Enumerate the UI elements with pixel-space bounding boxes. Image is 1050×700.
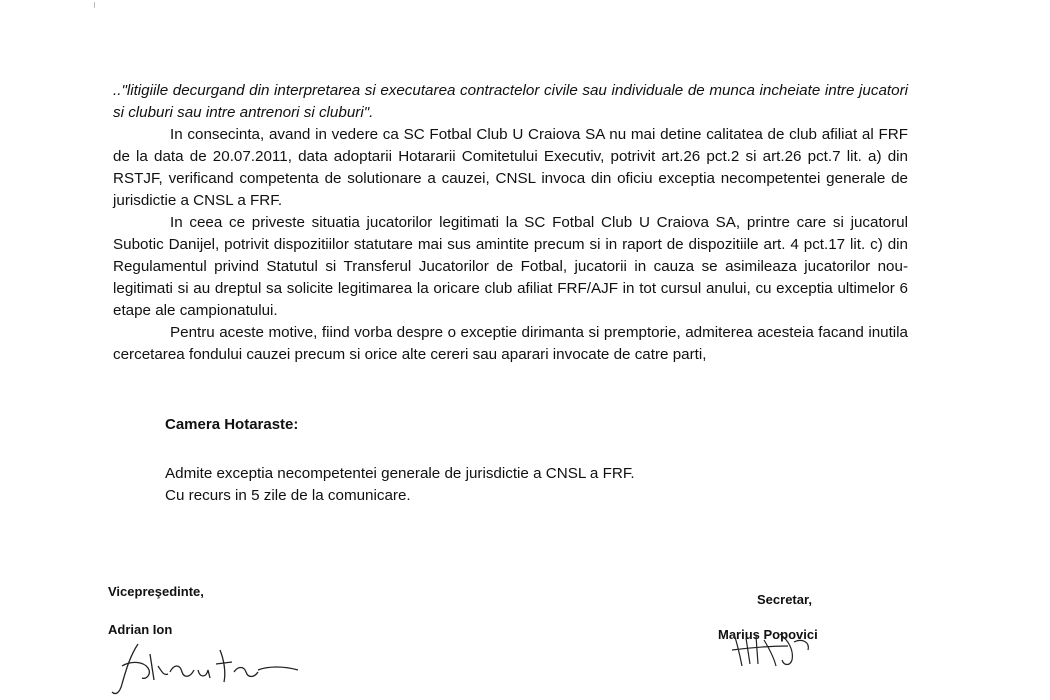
paragraph-jucatori: In ceea ce priveste situatia jucatorilor legitimati la SC Fotbal Club U Craiova SA, printre care si jucatorul Subotic Danijel, potrivit dispozitiilor statutare mai sus amintite precum si in raport de dispozitiile art. 4 pct.17 lit. c) din Regulamentul privind Statutul si Transferul Jucatorilor de Fotbal, jucatorii in cauza se asimileaza jucatorilor nou-legitimati si au dreptul sa solicite legitimarea la oricare club afiliat FRF/AJF in tot cursul anului, cu exceptia ultimelor 6 etape ale campionatului.	[113, 214, 908, 319]
decision-heading: Camera Hotaraste:	[165, 416, 299, 433]
secretary-role: Secretar,	[757, 592, 812, 607]
decision-block	[165, 463, 635, 507]
quoted-text: .."litigiile decurgand din interpretarea si executarea contractelor civile sau individuale de munca incheiate intre jucatori si cluburi sau intre antrenori si cluburi".	[113, 82, 908, 121]
paragraph-consecinta: In consecinta, avand in vedere ca SC Fotbal Club U Craiova SA nu mai detine calitatea de club afiliat al FRF de la data de 20.07.2011, data adoptarii Hotararii Comitetului Executiv, potrivit art.26 pct.2 si art.26 pct.7 lit. a) din RSTJF, verificand competenta de solutionare a cauzei, CNSL invoca din oficiu exceptia necompetentei generale de jurisdictie a CNSL a FRF.	[113, 126, 908, 209]
vicepresident-name: Adrian Ion	[108, 622, 173, 637]
secretary-name: Marius Popovici	[718, 627, 818, 642]
secretary-signature	[728, 620, 818, 672]
scan-mark	[94, 2, 95, 8]
paragraph-motive: Pentru aceste motive, fiind vorba despre o exceptie dirimanta si premptorie, admiterea acesteia facand inutila cercetarea fondului cauzei precum si orice alte cereri sau aparari invocate de catre parti,	[113, 324, 908, 363]
decision-line-1: Admite exceptia necompetentei generale de jurisdictie a CNSL a FRF.	[165, 465, 635, 482]
decision-line-2: Cu recurs in 5 zile de la comunicare.	[165, 487, 411, 504]
document-body	[113, 80, 908, 366]
vicepresident-signature	[108, 636, 308, 698]
vicepresident-role: Vicepreşedinte,	[108, 584, 204, 599]
